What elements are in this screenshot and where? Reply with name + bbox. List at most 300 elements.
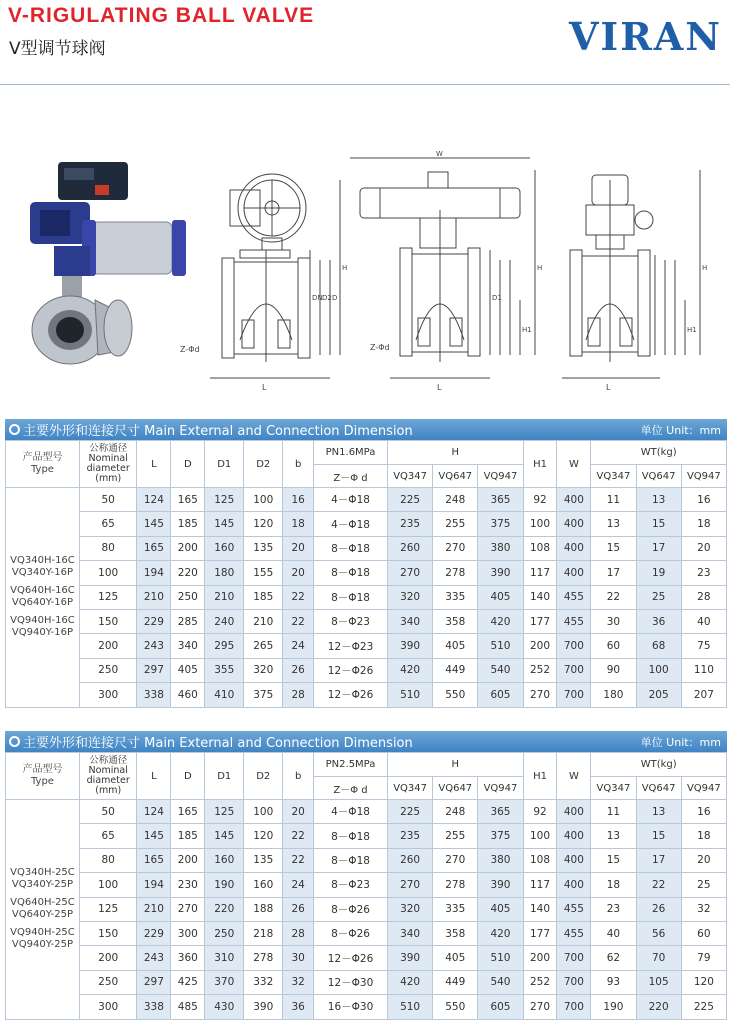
col-zd: Z－Φ d (314, 465, 388, 488)
cell-l: 229 (137, 609, 171, 633)
cell-d2: 265 (244, 634, 283, 658)
cell-wt-vq647: 17 (636, 536, 681, 560)
cell-dn: 100 (79, 561, 137, 585)
cell-wt-vq947: 207 (681, 683, 726, 707)
cell-b: 20 (283, 800, 314, 824)
cell-h-vq947: 540 (478, 970, 523, 994)
cell-h-vq647: 335 (433, 897, 478, 921)
cell-zd: 12－Φ30 (314, 970, 388, 994)
cell-wt-vq947: 110 (681, 658, 726, 682)
cell-dn: 100 (79, 873, 137, 897)
cell-wt-vq347: 90 (591, 658, 636, 682)
table-row (6, 634, 727, 658)
cell-l: 297 (137, 658, 171, 682)
col-nominal-diameter: 公称通径 Nominal diameter (mm) (79, 753, 137, 800)
type-cell (6, 800, 80, 1020)
cell-w: 400 (557, 800, 591, 824)
cell-wt-vq947: 20 (681, 536, 726, 560)
cell-d2: 135 (244, 536, 283, 560)
cell-l: 145 (137, 824, 171, 848)
cell-h-vq347: 235 (388, 512, 433, 536)
cell-d: 165 (171, 488, 205, 512)
d2-label-1: D2 (322, 294, 332, 302)
cell-h-vq947: 510 (478, 946, 523, 970)
cell-wt-vq947: 225 (681, 995, 726, 1019)
type-cell (6, 488, 80, 708)
product-title: V-RIGULATING BALL VALVE (8, 4, 315, 27)
cell-wt-vq947: 16 (681, 800, 726, 824)
cell-b: 30 (283, 946, 314, 970)
col-h-vq647: VQ647 (433, 777, 478, 800)
cell-d2: 100 (244, 488, 283, 512)
cell-wt-vq347: 17 (591, 561, 636, 585)
cell-h1: 100 (523, 512, 557, 536)
type-code: VQ640H-16C (10, 585, 75, 597)
cell-l: 243 (137, 946, 171, 970)
cell-wt-vq347: 30 (591, 609, 636, 633)
cell-d2: 210 (244, 609, 283, 633)
cell-wt-vq647: 105 (636, 970, 681, 994)
cell-h-vq347: 235 (388, 824, 433, 848)
cell-d1: 370 (205, 970, 244, 994)
cell-h-vq647: 550 (433, 683, 478, 707)
cell-h-vq347: 390 (388, 634, 433, 658)
type-code: VQ940H-16C (10, 615, 75, 627)
cell-h1: 177 (523, 921, 557, 945)
cell-h-vq947: 375 (478, 512, 523, 536)
cell-wt-vq647: 22 (636, 873, 681, 897)
cell-d1: 145 (205, 512, 244, 536)
cell-d1: 125 (205, 800, 244, 824)
table-header-bar (5, 731, 727, 752)
drawing-gear-operated (210, 174, 340, 378)
cell-d1: 410 (205, 683, 244, 707)
cell-d2: 390 (244, 995, 283, 1019)
cell-wt-vq647: 220 (636, 995, 681, 1019)
cell-b: 22 (283, 585, 314, 609)
cell-h1: 270 (523, 683, 557, 707)
cell-d2: 120 (244, 512, 283, 536)
cell-zd: 8－Φ18 (314, 585, 388, 609)
d-label-1: D (332, 294, 338, 302)
cell-l: 210 (137, 897, 171, 921)
col-w: W (557, 441, 591, 488)
cell-d2: 185 (244, 585, 283, 609)
cell-h1: 108 (523, 536, 557, 560)
cell-wt-vq947: 16 (681, 488, 726, 512)
cell-w: 400 (557, 536, 591, 560)
cell-d2: 160 (244, 873, 283, 897)
cell-d2: 135 (244, 848, 283, 872)
cell-dn: 80 (79, 536, 137, 560)
cell-wt-vq647: 26 (636, 897, 681, 921)
cell-d: 485 (171, 995, 205, 1019)
cell-w: 400 (557, 512, 591, 536)
cell-h-vq947: 375 (478, 824, 523, 848)
cell-d: 285 (171, 609, 205, 633)
cell-h-vq647: 550 (433, 995, 478, 1019)
cell-l: 210 (137, 585, 171, 609)
cell-h-vq347: 270 (388, 561, 433, 585)
cell-dn: 125 (79, 585, 137, 609)
col-wt-vq647: VQ647 (636, 465, 681, 488)
col-d1: D1 (205, 753, 244, 800)
cell-d2: 155 (244, 561, 283, 585)
cell-w: 700 (557, 995, 591, 1019)
col-d: D (171, 441, 205, 488)
cell-wt-vq347: 18 (591, 873, 636, 897)
cell-h-vq947: 510 (478, 634, 523, 658)
cell-d1: 210 (205, 585, 244, 609)
cell-b: 32 (283, 970, 314, 994)
cell-d1: 430 (205, 995, 244, 1019)
cell-d: 250 (171, 585, 205, 609)
cell-dn: 200 (79, 634, 137, 658)
cell-zd: 8－Φ18 (314, 848, 388, 872)
col-h: H (388, 441, 524, 465)
cell-d: 405 (171, 658, 205, 682)
cell-w: 455 (557, 897, 591, 921)
cell-h-vq947: 420 (478, 609, 523, 633)
cell-h-vq647: 278 (433, 561, 478, 585)
h1-label-2: H1 (522, 326, 532, 334)
cell-dn: 150 (79, 609, 137, 633)
col-b: b (283, 441, 314, 488)
table-row (6, 995, 727, 1019)
cell-dn: 80 (79, 848, 137, 872)
cell-d1: 220 (205, 897, 244, 921)
cell-b: 24 (283, 634, 314, 658)
cell-h-vq347: 510 (388, 683, 433, 707)
cell-wt-vq947: 23 (681, 561, 726, 585)
cell-zd: 12－Φ23 (314, 634, 388, 658)
h-label-2: H (537, 264, 543, 272)
table-row (6, 873, 727, 897)
cell-h-vq947: 420 (478, 921, 523, 945)
cell-h1: 92 (523, 800, 557, 824)
cell-d2: 320 (244, 658, 283, 682)
brand-logo: VIRAN (568, 14, 722, 59)
table-row (6, 512, 727, 536)
circle-bullet-icon (9, 736, 20, 747)
col-wt: WT(kg) (591, 441, 727, 465)
table-row (6, 946, 727, 970)
table-title: 主要外形和连接尺寸 Main External and Connection Dimension (23, 424, 413, 439)
cell-h-vq347: 270 (388, 873, 433, 897)
drawing-electric (562, 170, 700, 378)
table-row (6, 488, 727, 512)
cell-d1: 160 (205, 848, 244, 872)
cell-l: 124 (137, 800, 171, 824)
col-zd: Z－Φ d (314, 777, 388, 800)
cell-h1: 140 (523, 585, 557, 609)
cell-wt-vq647: 70 (636, 946, 681, 970)
cell-b: 16 (283, 488, 314, 512)
cell-wt-vq347: 22 (591, 585, 636, 609)
table-row (6, 561, 727, 585)
cell-wt-vq647: 13 (636, 800, 681, 824)
cell-h1: 92 (523, 488, 557, 512)
cell-d2: 375 (244, 683, 283, 707)
cell-h-vq347: 340 (388, 609, 433, 633)
l-label-1: L (262, 383, 267, 392)
valve-drawings (0, 150, 730, 400)
col-h-vq347: VQ347 (388, 465, 433, 488)
type-code: VQ340H-25C (10, 867, 75, 879)
cell-dn: 65 (79, 512, 137, 536)
cell-h1: 100 (523, 824, 557, 848)
cell-dn: 300 (79, 683, 137, 707)
cell-wt-vq347: 13 (591, 512, 636, 536)
table-unit: 单位 Unit：mm (640, 423, 721, 437)
cell-wt-vq947: 79 (681, 946, 726, 970)
cell-h-vq347: 225 (388, 800, 433, 824)
cell-d: 270 (171, 897, 205, 921)
cell-h-vq947: 390 (478, 873, 523, 897)
cell-l: 297 (137, 970, 171, 994)
cell-d: 185 (171, 512, 205, 536)
cell-d1: 310 (205, 946, 244, 970)
table-row (6, 824, 727, 848)
cell-wt-vq347: 11 (591, 800, 636, 824)
cell-d1: 145 (205, 824, 244, 848)
cell-wt-vq347: 11 (591, 488, 636, 512)
cell-b: 36 (283, 995, 314, 1019)
cell-wt-vq347: 60 (591, 634, 636, 658)
cell-wt-vq347: 93 (591, 970, 636, 994)
cell-l: 338 (137, 995, 171, 1019)
cell-w: 400 (557, 488, 591, 512)
cell-wt-vq647: 56 (636, 921, 681, 945)
table-body (6, 800, 727, 1020)
col-type: 产品型号 Type (6, 753, 80, 800)
cell-dn: 50 (79, 800, 137, 824)
cell-w: 400 (557, 848, 591, 872)
table-row (6, 921, 727, 945)
w-label-2: W (436, 150, 443, 158)
cell-wt-vq947: 25 (681, 873, 726, 897)
cell-d: 230 (171, 873, 205, 897)
cell-d: 220 (171, 561, 205, 585)
cell-dn: 125 (79, 897, 137, 921)
cell-b: 28 (283, 921, 314, 945)
cell-wt-vq947: 75 (681, 634, 726, 658)
cell-h-vq647: 335 (433, 585, 478, 609)
col-w: W (557, 753, 591, 800)
cell-d: 340 (171, 634, 205, 658)
cell-d2: 278 (244, 946, 283, 970)
cell-wt-vq947: 18 (681, 512, 726, 536)
table-row (6, 536, 727, 560)
cell-h-vq647: 405 (433, 946, 478, 970)
cell-h-vq647: 358 (433, 609, 478, 633)
cell-d: 200 (171, 536, 205, 560)
cell-l: 194 (137, 561, 171, 585)
cell-h-vq947: 605 (478, 995, 523, 1019)
cell-l: 124 (137, 488, 171, 512)
cell-d: 185 (171, 824, 205, 848)
type-code: VQ640Y-16P (11, 597, 74, 609)
col-h: H (388, 753, 524, 777)
dimension-table-pn25 (5, 731, 727, 1020)
cell-wt-vq347: 190 (591, 995, 636, 1019)
cell-b: 22 (283, 848, 314, 872)
cell-h-vq347: 320 (388, 897, 433, 921)
cell-wt-vq947: 40 (681, 609, 726, 633)
cell-h1: 140 (523, 897, 557, 921)
table-row (6, 658, 727, 682)
cell-wt-vq347: 62 (591, 946, 636, 970)
cell-wt-vq947: 28 (681, 585, 726, 609)
col-h-vq647: VQ647 (433, 465, 478, 488)
col-pn: PN2.5MPa (314, 753, 388, 777)
cell-l: 165 (137, 536, 171, 560)
cell-d1: 295 (205, 634, 244, 658)
col-wt-vq347: VQ347 (591, 465, 636, 488)
cell-b: 20 (283, 536, 314, 560)
col-wt-vq347: VQ347 (591, 777, 636, 800)
cell-h-vq647: 270 (433, 848, 478, 872)
cell-zd: 4－Φ18 (314, 488, 388, 512)
cell-wt-vq347: 13 (591, 824, 636, 848)
cell-zd: 8－Φ18 (314, 561, 388, 585)
cell-w: 455 (557, 585, 591, 609)
cell-d: 165 (171, 800, 205, 824)
cell-h-vq347: 320 (388, 585, 433, 609)
cell-zd: 8－Φ23 (314, 873, 388, 897)
table-row (6, 848, 727, 872)
col-d2: D2 (244, 753, 283, 800)
cell-w: 400 (557, 873, 591, 897)
cell-h-vq647: 358 (433, 921, 478, 945)
cell-d: 360 (171, 946, 205, 970)
col-d2: D2 (244, 441, 283, 488)
cell-w: 400 (557, 824, 591, 848)
cell-b: 24 (283, 873, 314, 897)
col-b: b (283, 753, 314, 800)
dn-label-1: DN (312, 294, 323, 302)
cell-h-vq647: 270 (433, 536, 478, 560)
table-header-bar (5, 419, 727, 440)
cell-h-vq947: 380 (478, 536, 523, 560)
cell-zd: 16－Φ30 (314, 995, 388, 1019)
h-label-1: H (342, 264, 348, 272)
cell-h-vq347: 340 (388, 921, 433, 945)
cell-zd: 8－Φ23 (314, 609, 388, 633)
col-wt-vq947: VQ947 (681, 777, 726, 800)
cell-wt-vq347: 180 (591, 683, 636, 707)
cell-h1: 200 (523, 946, 557, 970)
col-h1: H1 (523, 753, 557, 800)
cell-b: 26 (283, 658, 314, 682)
cell-h1: 270 (523, 995, 557, 1019)
cell-h-vq347: 260 (388, 848, 433, 872)
h-label-3: H (702, 264, 708, 272)
l-label-2: L (437, 383, 442, 392)
col-h-vq947: VQ947 (478, 777, 523, 800)
zd-label-1: Z-Φd (180, 345, 200, 354)
dimension-table (5, 440, 727, 708)
cell-h-vq647: 449 (433, 658, 478, 682)
cell-h-vq647: 255 (433, 512, 478, 536)
cell-d2: 120 (244, 824, 283, 848)
table-row (6, 585, 727, 609)
cell-h1: 252 (523, 658, 557, 682)
cell-wt-vq647: 68 (636, 634, 681, 658)
cell-wt-vq647: 15 (636, 512, 681, 536)
cell-dn: 65 (79, 824, 137, 848)
cell-b: 28 (283, 683, 314, 707)
cell-b: 26 (283, 897, 314, 921)
col-h-vq947: VQ947 (478, 465, 523, 488)
cell-w: 455 (557, 921, 591, 945)
cell-h-vq947: 380 (478, 848, 523, 872)
type-code: VQ340Y-25P (11, 879, 74, 891)
cell-wt-vq347: 23 (591, 897, 636, 921)
cell-dn: 250 (79, 970, 137, 994)
l-label-3: L (606, 383, 611, 392)
cell-h-vq347: 420 (388, 970, 433, 994)
cell-d: 425 (171, 970, 205, 994)
cell-h-vq347: 510 (388, 995, 433, 1019)
cell-wt-vq947: 18 (681, 824, 726, 848)
cell-h1: 200 (523, 634, 557, 658)
cell-wt-vq947: 20 (681, 848, 726, 872)
cell-dn: 150 (79, 921, 137, 945)
cell-b: 18 (283, 512, 314, 536)
cell-wt-vq647: 205 (636, 683, 681, 707)
cell-h1: 108 (523, 848, 557, 872)
cell-zd: 8－Φ26 (314, 897, 388, 921)
cell-zd: 12－Φ26 (314, 658, 388, 682)
cell-d2: 100 (244, 800, 283, 824)
cell-b: 20 (283, 561, 314, 585)
cell-w: 700 (557, 634, 591, 658)
cell-wt-vq947: 120 (681, 970, 726, 994)
col-h-vq347: VQ347 (388, 777, 433, 800)
table-body (6, 488, 727, 708)
cell-l: 194 (137, 873, 171, 897)
col-d: D (171, 753, 205, 800)
cell-d: 200 (171, 848, 205, 872)
type-code: VQ340Y-16P (11, 567, 74, 579)
cell-d: 460 (171, 683, 205, 707)
cell-h-vq347: 390 (388, 946, 433, 970)
cell-d: 300 (171, 921, 205, 945)
cell-dn: 50 (79, 488, 137, 512)
cell-zd: 4－Φ18 (314, 800, 388, 824)
table-row (6, 970, 727, 994)
zd-label-2: Z-Φd (370, 343, 390, 352)
cell-l: 229 (137, 921, 171, 945)
cell-wt-vq647: 17 (636, 848, 681, 872)
dimension-table (5, 752, 727, 1020)
circle-bullet-icon (9, 424, 20, 435)
cell-w: 700 (557, 683, 591, 707)
cell-d1: 160 (205, 536, 244, 560)
cell-d2: 188 (244, 897, 283, 921)
cell-h-vq647: 278 (433, 873, 478, 897)
cell-d2: 332 (244, 970, 283, 994)
col-nominal-diameter: 公称通径 Nominal diameter (mm) (79, 441, 137, 488)
cell-h-vq947: 405 (478, 585, 523, 609)
cell-wt-vq347: 40 (591, 921, 636, 945)
col-h1: H1 (523, 441, 557, 488)
cell-zd: 12－Φ26 (314, 683, 388, 707)
cell-zd: 8－Φ26 (314, 921, 388, 945)
cell-d2: 218 (244, 921, 283, 945)
cell-h-vq647: 405 (433, 634, 478, 658)
